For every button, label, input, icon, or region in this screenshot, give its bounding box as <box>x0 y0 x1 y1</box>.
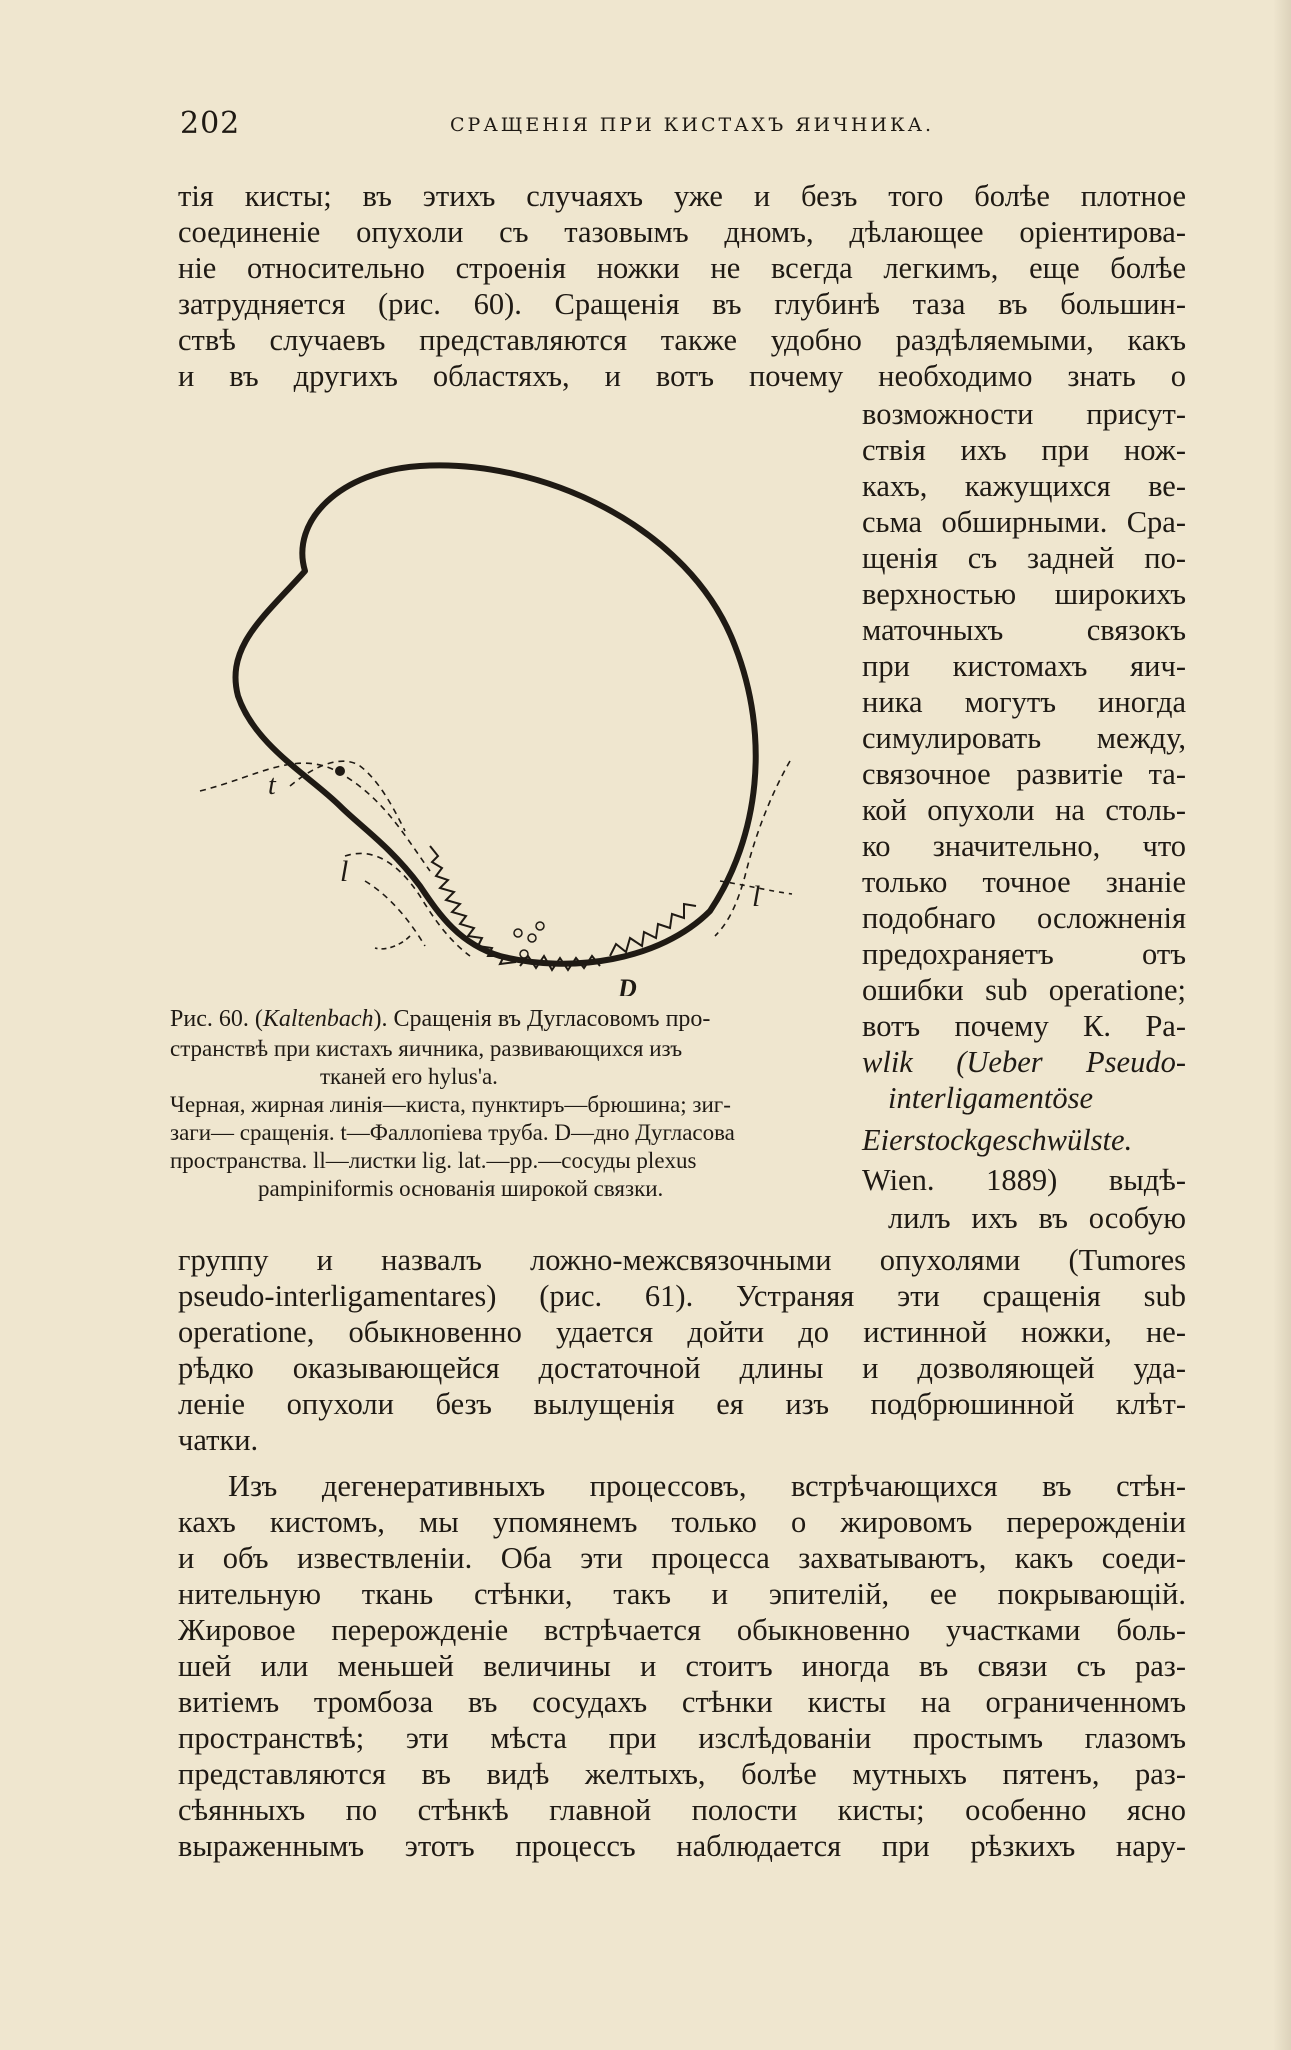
text-line: представляются въ видѣ желтыхъ, болѣе мутныхъ пятенъ, раз- <box>178 1757 1186 1791</box>
caption-prefix: Рис. 60. ( <box>170 1006 263 1032</box>
caption-title-rest: ). Сращенія въ Дугласовомъ про- <box>373 1006 711 1032</box>
label-l-right: l <box>752 880 761 913</box>
caption-line: Черная, жирная линія—киста, пунктиръ—брюшина; зиг- <box>170 1092 731 1117</box>
caption-line: pampiniformis основанія широкой связки. <box>258 1176 664 1201</box>
peritoneum-dashed-bottom <box>375 936 410 949</box>
label-l-left: l <box>340 855 349 888</box>
plexus-vessel <box>528 934 536 942</box>
caption-author: Kaltenbach <box>262 1006 374 1032</box>
side-text-line: кой опухоли на столь- <box>862 793 1186 827</box>
text-line: выраженнымъ этотъ процессъ наблюдается при рѣзкихъ нару- <box>178 1829 1186 1863</box>
page-edge-shadow <box>1273 0 1291 2050</box>
text-line: pseudo-interligamentares) (рис. 61). Устраняя эти сращенія sub <box>178 1279 1186 1313</box>
plexus-vessel <box>514 929 522 937</box>
text-line: леніе опухоли безъ вылущенія ея изъ подбрюшинной клѣт- <box>178 1387 1186 1421</box>
figure-60 <box>170 416 820 996</box>
side-text-line: вотъ почему К. Pa- <box>862 1009 1186 1043</box>
text-line: и въ другихъ областяхъ, и вотъ почему необходимо знать о <box>178 359 1186 393</box>
text-line: и объ извествленіи. Оба эти процесса захватываютъ, какъ соеди- <box>178 1541 1186 1575</box>
fallopian-tube-end <box>335 766 345 776</box>
side-text-line: Wien. 1889) выдѣ- <box>862 1163 1186 1197</box>
side-text-line: подобнаго осложненія <box>862 901 1186 935</box>
side-text-line: лилъ ихъ въ особую <box>888 1201 1186 1235</box>
text-line: рѣдко оказывающейся достаточной длины и дозволяющей уда- <box>178 1351 1186 1385</box>
running-title: СРАЩЕНІЯ ПРИ КИСТАХЪ ЯИЧНИКА. <box>450 114 935 136</box>
caption-line: тканей его hylus'а. <box>320 1064 498 1089</box>
side-text-line: предохраняетъ отъ <box>862 937 1186 971</box>
text-line: Изъ дегенеративныхъ процессовъ, встрѣчающихся въ стѣн- <box>228 1469 1186 1503</box>
text-line: Жировое перерожденіе встрѣчается обыкновенно участками боль- <box>178 1613 1186 1647</box>
page-number: 202 <box>180 106 241 141</box>
side-text-line: верхностью широкихъ <box>862 577 1186 611</box>
text-line: группу и назвалъ ложно-межсвязочными опухолями (Tumores <box>178 1243 1186 1277</box>
label-t: t <box>268 770 276 801</box>
text-line: сѣянныхъ по стѣнкѣ главной полости кисты; особенно ясно <box>178 1793 1186 1827</box>
figure-drawing <box>170 416 820 996</box>
text-line: шей или меньшей величины и стоитъ иногда въ связи съ раз- <box>178 1649 1186 1683</box>
peritoneum-dashed-left-3 <box>365 881 425 946</box>
label-d: D <box>618 974 637 996</box>
side-text-line: только точное знаніе <box>862 865 1186 899</box>
text-line: пространствѣ; эти мѣста при изслѣдованіи простымъ глазомъ <box>178 1721 1186 1755</box>
cyst-outline <box>236 465 756 963</box>
side-text-line: ошибки sub operatione; <box>862 973 1186 1007</box>
side-text-line: wlik (Ueber Pseudo- <box>862 1045 1186 1079</box>
text-line: нительную ткань стѣнки, такъ и эпителій, ее покрывающій. <box>178 1577 1186 1611</box>
side-text-line: связочное развитіе та- <box>862 757 1186 791</box>
side-text-line: при кистомахъ яич- <box>862 649 1186 683</box>
side-text-line: ника могутъ иногда <box>862 685 1186 719</box>
caption-title-line <box>170 1006 710 1032</box>
text-line: чатки. <box>178 1423 259 1457</box>
side-text-line: возможности присут- <box>862 397 1186 431</box>
side-text-line: кахъ, кажущихся ве- <box>862 469 1186 503</box>
text-line: затрудняется (рис. 60). Сращенія въ глубинѣ таза въ большин- <box>178 287 1186 321</box>
text-line: витіемъ тромбоза въ сосудахъ стѣнки кисты на ограниченномъ <box>178 1685 1186 1719</box>
side-text-line: ствія ихъ при нож- <box>862 433 1186 467</box>
caption-line: заги— сращенія. t—Фаллопіева труба. D—дно Дугласова <box>170 1120 735 1145</box>
page-header <box>180 106 1171 146</box>
text-line: соединеніе опухоли съ тазовымъ дномъ, дѣлающее оріентирова- <box>178 215 1186 249</box>
caption-line: странствѣ при кистахъ яичника, развивающихся изъ <box>170 1036 683 1061</box>
plexus-vessel <box>520 950 528 958</box>
side-text-line: маточныхъ связокъ <box>862 613 1186 647</box>
side-text-line: симулировать между, <box>862 721 1186 755</box>
side-text-line: ко значительно, что <box>862 829 1186 863</box>
text-line: тія кисты; въ этихъ случаяхъ уже и безъ того болѣе плотное <box>178 179 1186 213</box>
caption-line: пространства. ll—листки lig. lat.—pp.—сосуды plexus <box>170 1148 697 1173</box>
text-line: ствѣ случаевъ представляются также удобно раздѣляемыми, какъ <box>178 323 1186 357</box>
side-text-line: Eierstockgeschwülste. <box>862 1123 1133 1157</box>
side-text-line: щенія съ задней по- <box>862 541 1186 575</box>
side-text-line: сьма обширными. Сра- <box>862 505 1186 539</box>
text-line: operatione, обыкновенно удается дойти до истинной ножки, не- <box>178 1315 1186 1349</box>
peritoneum-dashed-tube <box>290 761 405 831</box>
plexus-vessel <box>536 922 544 930</box>
side-text-line: interligamentöse <box>888 1081 1093 1115</box>
text-line: кахъ кистомъ, мы упомянемъ только о жировомъ перерожденіи <box>178 1505 1186 1539</box>
text-line: ніе относительно строенія ножки не всегда легкимъ, еще болѣе <box>178 251 1186 285</box>
